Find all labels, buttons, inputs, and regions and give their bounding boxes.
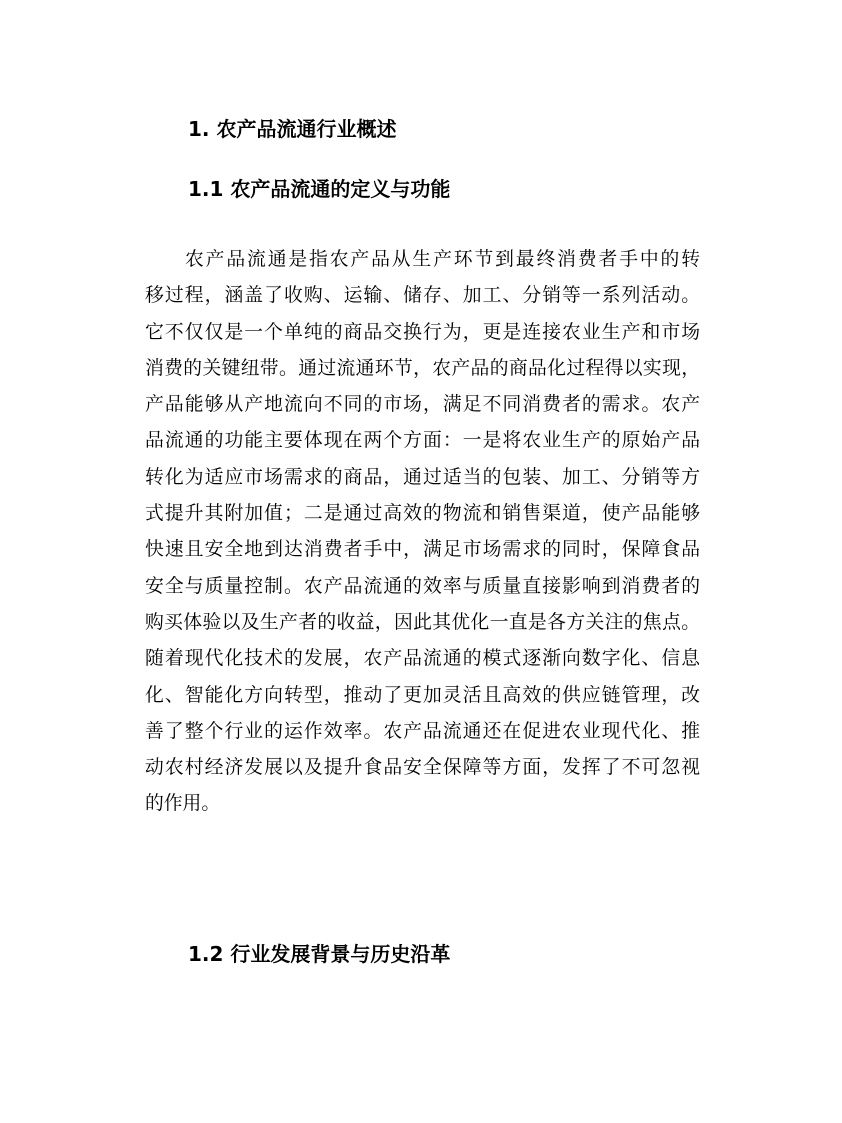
paragraph-line: 式提升其附加值；二是通过高效的物流和销售渠道，使产品能够 xyxy=(145,503,700,525)
section-heading-1: 1. 农产品流通行业概述 xyxy=(188,117,397,141)
paragraph-line: 动农村经济发展以及提升食品安全保障等方面，发挥了不可忽视 xyxy=(145,757,700,779)
section-heading-1-2: 1.2 行业发展背景与历史沿革 xyxy=(188,942,451,966)
paragraph-line: 随着现代化技术的发展，农产品流通的模式逐渐向数字化、信息 xyxy=(145,648,700,670)
paragraph-line: 农产品流通是指农产品从生产环节到最终消费者手中的转 xyxy=(185,249,700,270)
paragraph-line: 转化为适应市场需求的商品，通过适当的包装、加工、分销等方 xyxy=(145,466,700,488)
paragraph-line: 消费的关键纽带。通过流通环节，农产品的商品化过程得以实现， xyxy=(145,357,700,379)
body-paragraph xyxy=(145,242,700,823)
paragraph-line: 它不仅仅是一个单纯的商品交换行为，更是连接农业生产和市场 xyxy=(145,321,700,343)
paragraph-line: 善了整个行业的运作效率。农产品流通还在促进农业现代化、推 xyxy=(145,720,700,742)
paragraph-line: 化、智能化方向转型，推动了更加灵活且高效的供应链管理，改 xyxy=(145,684,700,706)
paragraph-line: 品流通的功能主要体现在两个方面：一是将农业生产的原始产品 xyxy=(145,430,700,452)
paragraph-line: 安全与质量控制。农产品流通的效率与质量直接影响到消费者的 xyxy=(145,575,700,597)
paragraph-line: 产品能够从产地流向不同的市场，满足不同消费者的需求。农产 xyxy=(145,394,700,416)
paragraph-line: 的作用。 xyxy=(145,793,221,815)
paragraph-line: 快速且安全地到达消费者手中，满足市场需求的同时，保障食品 xyxy=(145,539,700,561)
section-heading-1-1: 1.1 农产品流通的定义与功能 xyxy=(188,177,451,201)
paragraph-line: 购买体验以及生产者的收益，因此其优化一直是各方关注的焦点。 xyxy=(145,611,700,633)
paragraph-line: 移过程，涵盖了收购、运输、储存、加工、分销等一系列活动。 xyxy=(145,285,700,307)
